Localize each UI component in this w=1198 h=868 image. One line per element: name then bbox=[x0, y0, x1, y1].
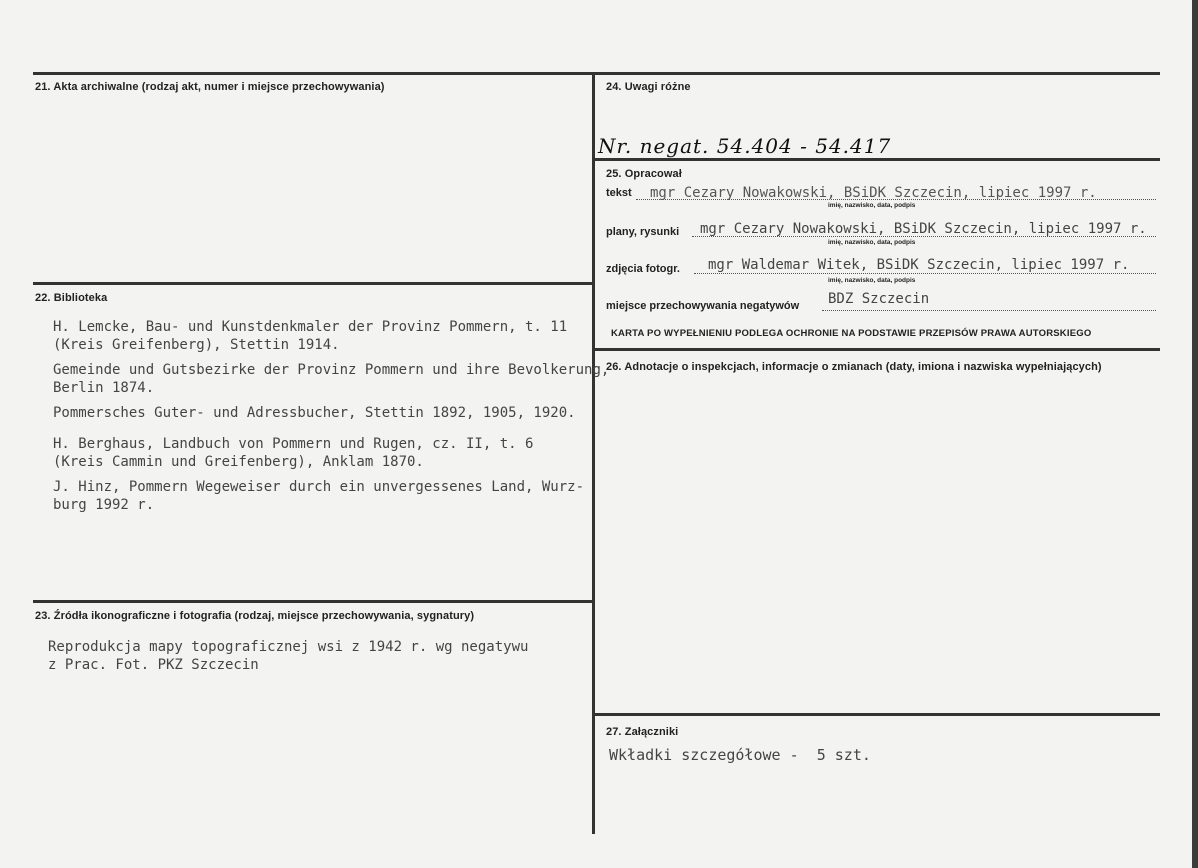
negatives-storage-value: BDZ Szczecin bbox=[828, 291, 930, 307]
author-row-hint: imię, nazwisko, data, podpis bbox=[828, 277, 916, 284]
top-rule bbox=[33, 72, 1160, 75]
handwritten-negative-numbers: Nr. negat. 54.404 - 54.417 bbox=[598, 134, 892, 158]
author-row-label: tekst bbox=[606, 187, 632, 199]
bibliography-entry: Pommersches Guter- und Adressbucher, Stettin 1892, 1905, 1920. bbox=[53, 405, 576, 421]
negatives-storage-line bbox=[822, 310, 1156, 311]
attachments-value: Wkładki szczegółowe - 5 szt. bbox=[609, 746, 871, 764]
negatives-storage-label: miejsce przechowywania negatywów bbox=[606, 300, 800, 312]
section-25-label: 25. Opracował bbox=[606, 168, 682, 180]
center-divider bbox=[592, 72, 595, 834]
bibliography-entry: H. Berghaus, Landbuch von Pommern und Rugen, cz. II, t. 6 (Kreis Cammin und Greifenberg), Anklam 1870. bbox=[53, 436, 534, 470]
scan-edge bbox=[1192, 0, 1198, 868]
section-26-label: 26. Adnotacje o inspekcjach, informacje o zmianach (daty, imiona i nazwiska wypełniających) bbox=[606, 361, 1102, 373]
author-row-label: plany, rysunki bbox=[606, 226, 680, 238]
rule-21-22 bbox=[33, 282, 593, 285]
rule-24-25 bbox=[592, 158, 1160, 161]
iconography-text: Reprodukcja mapy topograficznej wsi z 1942 r. wg negatywu z Prac. Fot. PKZ Szczecin bbox=[48, 639, 529, 673]
section-21-label: 21. Akta archiwalne (rodzaj akt, numer i miejsce przechowywania) bbox=[35, 81, 385, 93]
section-23-label: 23. Źródła ikonograficzne i fotografia (rodzaj, miejsce przechowywania, sygnatury) bbox=[35, 610, 475, 622]
rule-26-27 bbox=[592, 713, 1160, 716]
bibliography-entry: J. Hinz, Pommern Wegeweiser durch ein unvergessenes Land, Wurz- burg 1992 r. bbox=[53, 479, 585, 513]
bibliography-entry: Gemeinde und Gutsbezirke der Provinz Pommern und ihre Bevolkerung, Berlin 1874. bbox=[53, 362, 610, 396]
rule-25-26 bbox=[592, 348, 1160, 351]
bibliography-entry: H. Lemcke, Bau- und Kunstdenkmaler der Provinz Pommern, t. 11 (Kreis Greifenberg), Stettin 1914. bbox=[53, 319, 568, 353]
author-row-hint: imię, nazwisko, data, podpis bbox=[828, 239, 916, 246]
author-row-value: mgr Cezary Nowakowski, BSiDK Szczecin, lipiec 1997 r. bbox=[650, 185, 1097, 201]
author-row-label: zdjęcia fotogr. bbox=[606, 263, 680, 275]
author-row-value: mgr Waldemar Witek, BSiDK Szczecin, lipiec 1997 r. bbox=[708, 257, 1130, 273]
author-row-hint: imię, nazwisko, data, podpis bbox=[828, 202, 916, 209]
section-22-label: 22. Biblioteka bbox=[35, 292, 108, 304]
copyright-notice: KARTA PO WYPEŁNIENIU PODLEGA OCHRONIE NA PODSTAWIE PRZEPISÓW PRAWA AUTORSKIEGO bbox=[611, 328, 1092, 339]
section-27-label: 27. Załączniki bbox=[606, 726, 679, 738]
rule-22-23 bbox=[33, 600, 593, 603]
section-24-label: 24. Uwagi różne bbox=[606, 81, 691, 93]
author-row-value: mgr Cezary Nowakowski, BSiDK Szczecin, lipiec 1997 r. bbox=[700, 221, 1147, 237]
